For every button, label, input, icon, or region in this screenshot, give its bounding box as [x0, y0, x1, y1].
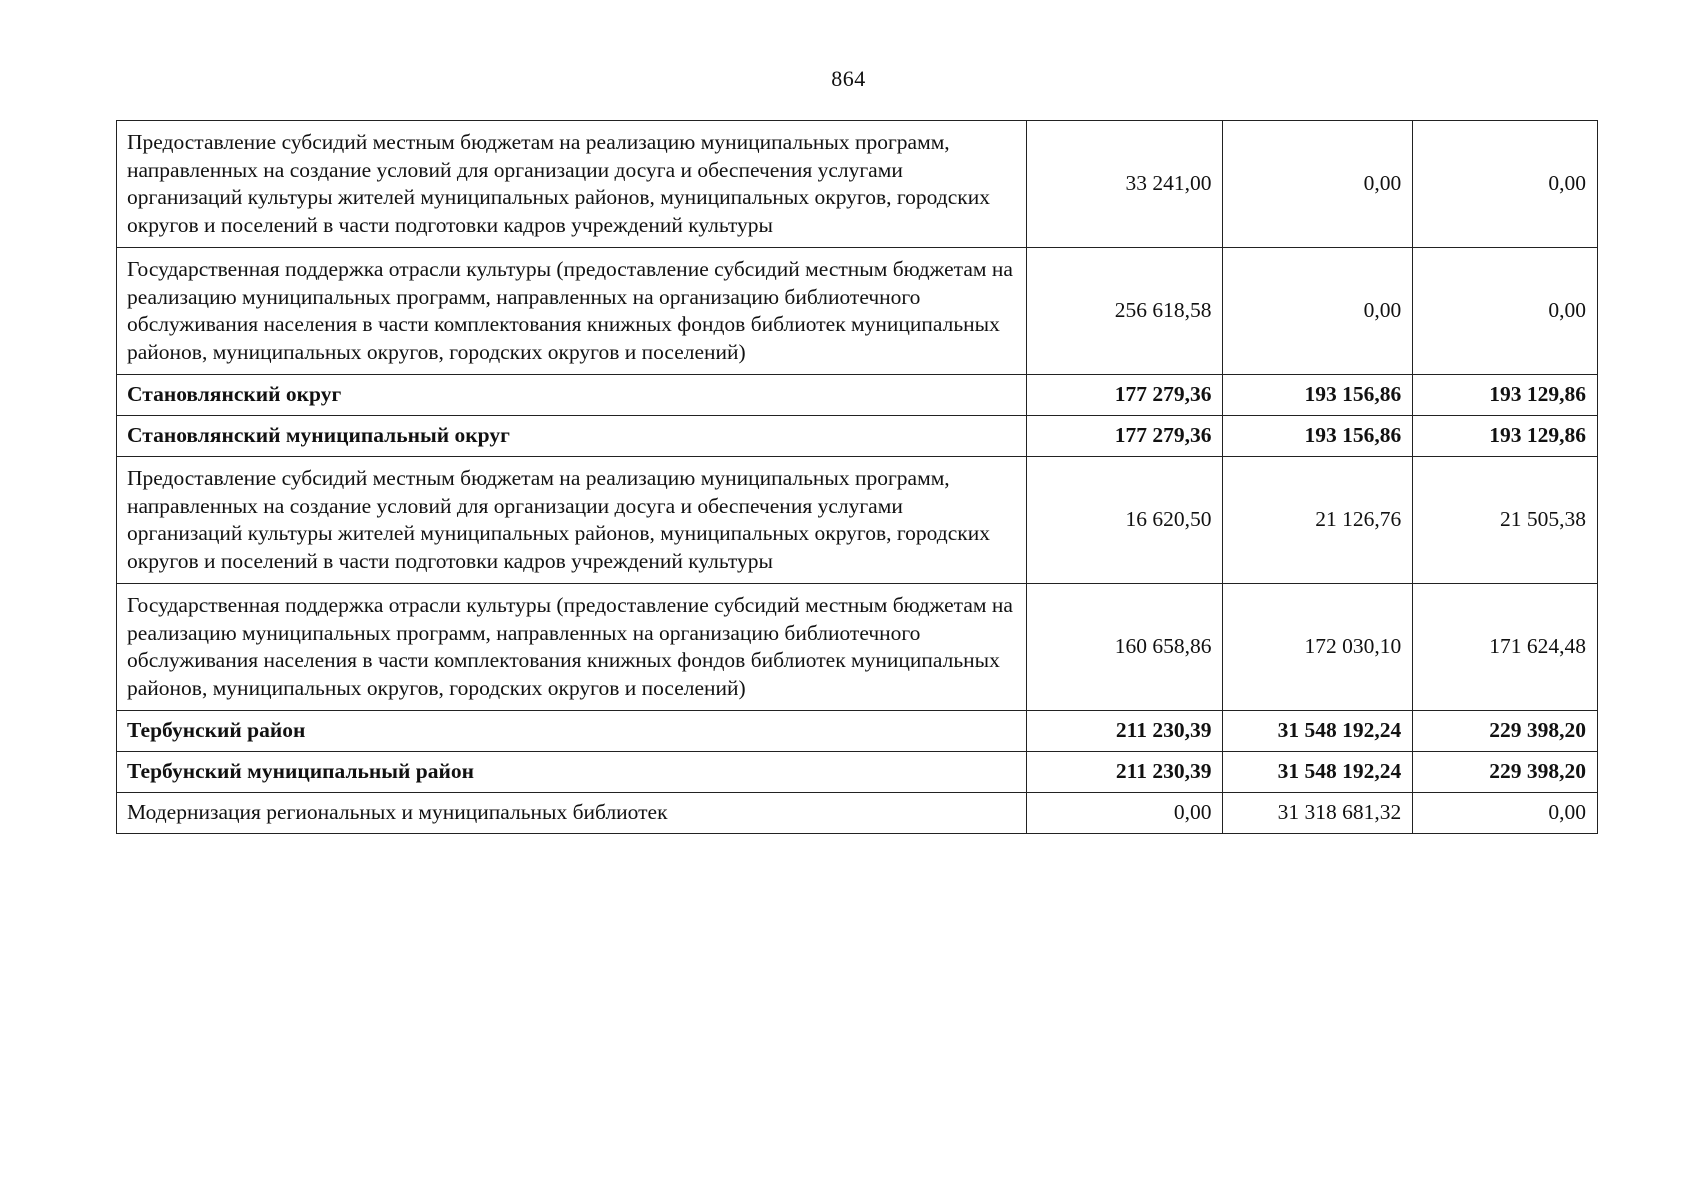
budget-table — [116, 120, 1598, 834]
row-value-3: 21 505,38 — [1413, 457, 1598, 584]
table-row-subtotal — [117, 711, 1598, 752]
page-number: 864 — [831, 66, 866, 91]
table-row-subtotal — [117, 416, 1598, 457]
row-value-3: 0,00 — [1413, 248, 1598, 375]
row-value-3: 229 398,20 — [1413, 752, 1598, 793]
row-value-2: 31 318 681,32 — [1223, 793, 1413, 834]
row-description: Предоставление субсидий местным бюджетам на реализацию муниципальных программ, направленных на создание условий для организации досуга и обеспечения услугами организаций культуры жителей муниципальных районов, муниципальных округов, городских округов и поселений в части подготовки кадров учреждений культуры — [117, 457, 1027, 584]
row-value-1: 211 230,39 — [1026, 752, 1223, 793]
row-value-3: 171 624,48 — [1413, 584, 1598, 711]
row-value-2: 193 156,86 — [1223, 375, 1413, 416]
row-value-1: 33 241,00 — [1026, 121, 1223, 248]
row-description: Государственная поддержка отрасли культуры (предоставление субсидий местным бюджетам на реализацию муниципальных программ, направленных на организацию библиотечного обслуживания населения в части комплектования книжных фондов библиотек муниципальных районов, муниципальных округов, городских округов и поселений) — [117, 584, 1027, 711]
row-value-1: 160 658,86 — [1026, 584, 1223, 711]
table-row-subtotal — [117, 752, 1598, 793]
table-row — [117, 793, 1598, 834]
row-value-3: 0,00 — [1413, 793, 1598, 834]
row-value-2: 31 548 192,24 — [1223, 711, 1413, 752]
row-value-1: 0,00 — [1026, 793, 1223, 834]
row-value-1: 211 230,39 — [1026, 711, 1223, 752]
row-description: Становлянский округ — [117, 375, 1027, 416]
row-value-2: 193 156,86 — [1223, 416, 1413, 457]
row-description: Становлянский муниципальный округ — [117, 416, 1027, 457]
row-value-3: 0,00 — [1413, 121, 1598, 248]
row-description: Тербунский район — [117, 711, 1027, 752]
row-value-2: 31 548 192,24 — [1223, 752, 1413, 793]
row-value-3: 193 129,86 — [1413, 375, 1598, 416]
row-value-1: 177 279,36 — [1026, 416, 1223, 457]
row-value-2: 0,00 — [1223, 248, 1413, 375]
row-value-2: 0,00 — [1223, 121, 1413, 248]
table-row — [117, 457, 1598, 584]
row-value-3: 193 129,86 — [1413, 416, 1598, 457]
row-value-1: 177 279,36 — [1026, 375, 1223, 416]
row-description: Предоставление субсидий местным бюджетам на реализацию муниципальных программ, направленных на создание условий для организации досуга и обеспечения услугами организаций культуры жителей муниципальных районов, муниципальных округов, городских округов и поселений в части подготовки кадров учреждений культуры — [117, 121, 1027, 248]
table-row-subtotal — [117, 375, 1598, 416]
row-value-1: 256 618,58 — [1026, 248, 1223, 375]
row-value-1: 16 620,50 — [1026, 457, 1223, 584]
row-value-2: 21 126,76 — [1223, 457, 1413, 584]
table-row — [117, 121, 1598, 248]
table-row — [117, 584, 1598, 711]
row-value-2: 172 030,10 — [1223, 584, 1413, 711]
row-value-3: 229 398,20 — [1413, 711, 1598, 752]
table-row — [117, 248, 1598, 375]
row-description: Модернизация региональных и муниципальных библиотек — [117, 793, 1027, 834]
row-description: Тербунский муниципальный район — [117, 752, 1027, 793]
row-description: Государственная поддержка отрасли культуры (предоставление субсидий местным бюджетам на реализацию муниципальных программ, направленных на организацию библиотечного обслуживания населения в части комплектования книжных фондов библиотек муниципальных районов, муниципальных округов, городских округов и поселений) — [117, 248, 1027, 375]
